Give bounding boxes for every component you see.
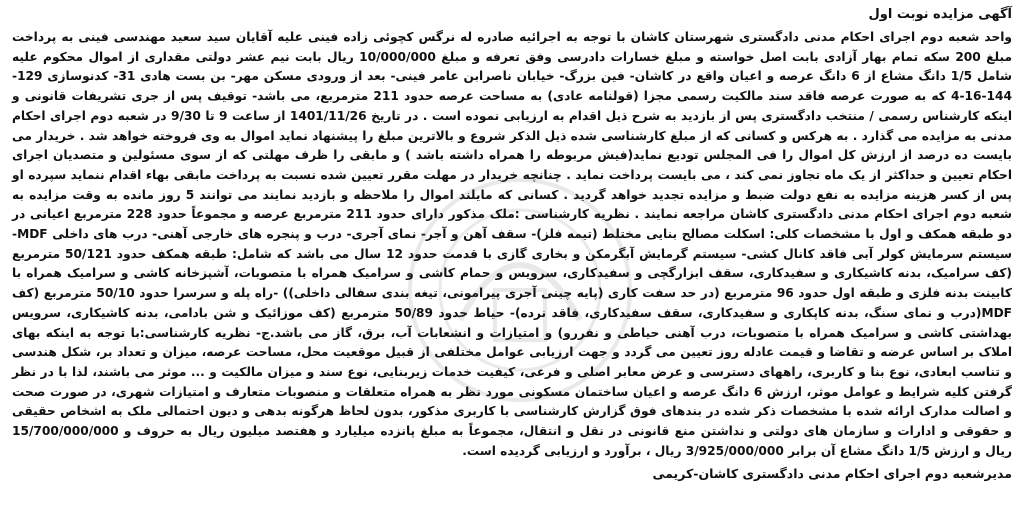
notice-title: آگهی مزایده نوبت اول [868, 7, 1012, 22]
notice-body: واحد شعبه دوم اجرای احکام مدنی دادگستری شهرستان کاشان با توجه به اجرائیه صادره له نرگس کچوئی زاده فینی علیه آقایان سید سعید مهندسی فینی به پرداخت مبلغ 200 سکه تمام بهار آزادی بابت اصل خواسته و مبلغ خسارات دادرسی وفق تعرفه و مبلغ 10/000/000 ریال بابت نیم عشر دولتی مقداری از اموال محکوم علیه شامل 1/5 دانگ مشاع از 6 دانگ عرصه و اعیان واقع در کاشان- فین بزرگ- خیابان ناصرابن عامر فینی- بعد از ورودی مسکن مهر- بن بست هادی 31- کدنوسازی 129-144-16-4 که به صورت عرصه فاقد سند مالکیت رسمی مجزا (قولنامه عادی) به مساحت عرصه حدود 211 مترمربع، می باشد- توقیف پس از جری تشریفات قانونی و اینکه کارشناس رسمی / منتخب دادگستری پس از بازدید به شرح ذیل اقدام به ارزیابی نموده است . در تاریخ 1401/11/26 از ساعت 9 تا 9/30 در شعبه دوم اجرای احکام مدنی به مزایده می گذارد . به هرکس و کسانی که از مبلغ کارشناسی شده ذیل الذکر شروع و بالاترین مبلغ را پیشنهاد نماید اموال به وی فروخته خواهد شد . خریدار می بایست ده درصد از ارزش کل اموال را فی المجلس تودیع نماید(فیش مربوطه را همراه داشته باشد ) و مابقی را ظرف مهلتی که از سوی مسئولین و متصدیان اجرای احکام تعیین و حداکثر از یک ماه تجاوز نمی کند ، می بایست پرداخت نماید . چنانچه خریدار در مهلت مقرر تعیین شده نسبت به پرداخت مابقی بهاء اقدام ننماید سپرده او پس از کسر هزینه مزایده به نفع دولت ضبط و مزایده تجدید خواهد گردید . کسانی که مایلند اموال را ملاحظه و بازدید نمایند می توانند 5 روز مانده به وقت مزایده به شعبه دوم اجرای احکام مدنی دادگستری کاشان مراجعه نمایند . نظریه کارشناسی :ملک مذکور دارای حدود 211 مترمربع عرصه و مجموعاً حدود 228 مترمربع اعیانی در دو طبقه همکف و اول با مشخصات کلی: اسکلت مصالح بنایی مختلط (تیمه فلز)- سقف آهن و آجر- نمای آجری- درب و پنجره های خارجی آهنی- درب های داخلی MDF- سیستم سرمایش کولر آبی فاقد کانال کشی- سیستم گرمایش آبگرمکن و بخاری گازی با قدمت حدود 12 سال می باشد که شامل: طبقه همکف حدود 50/121 مترمربع (کف سرامیک، بدنه کاشیکاری و سفیدکاری، سقف ابزارگچی و سفیدکاری، سرویس و حمام کاشی و سرامیک همراه با متصوبات، آشپزخانه کاشی و سرامیک همراه با کابینت بدنه فلزی و طبقه اول حدود 96 مترمربع (در حد سفت کاری (پایه چینی آجری پیرامونی، تیغه بندی سفالی داخلی)) -راه پله و سرسرا حدود 50/10 مترمربع (کف MDF(درب و نمای سنگ، بدنه کاپکاری و سفیدکاری، سقف سفیدکاری، فاقد نرده)- حیاط حدود 50/89 مترمربع (کف موزائیک و شن بادامی، بدنه کاشیکاری، سرویس بهداشتی کاشی و سرامیک همراه با متصوبات، درب آهنی حیاطی و نفررو) و امتیازات و انشعابات آب، برق، گاز می باشد.ج- نظریه کارشناسی:با توجه به اینکه بهای املاک بر اساس عرضه و تقاضا و قیمت عادله روز تعیین می گردد و جهت ارزیابی عوامل مختلفی از قبیل موقعیت محل، مساحت عرصه، میزان و تعداد بر، شکل هندسی و تناسب ابعادی، نوع بنا و کاربری، راههای دسترسی و عرض معابر اصلی و فرعی، کیفیت خدمات زیربنایی، نوع سند و میزان مالکیت و ... موثر می باشند، لذا با در نظر گرفتن کلیه شرایط و عوامل موثر، ارزش 6 دانگ عرصه و اعیان ساختمان مسکونی مورد نظر به همراه متعلقات و منصوبات متعارف و امتیازات شهری، در صورت صحت و اصالت مدارک ارائه شده با مشخصات ذکر شده در بندهای فوق گزارش کارشناسی با کاربری مذکور، بدون لحاظ هرگونه بدهی و دیون احتمالی ملک به اشخاص حقیقی و حقوقی و ادارات و سازمان های دولتی و نداشتن منع قانونی در نقل و انتقال، مجموعاً به مبلغ پانزده میلیارد و هفتصد میلیون ریال به حروف و 15/700/000/000 ریال و ارزش 1/5 دانگ مشاع آن برابر 3/925/000/000 ریال ، برآورد و ارزیابی گردیده است. [12, 30, 1013, 458]
notice-signature: مدیرشعبه دوم اجرای احکام مدنی دادگستری کاشان-کریمی [652, 466, 1012, 482]
